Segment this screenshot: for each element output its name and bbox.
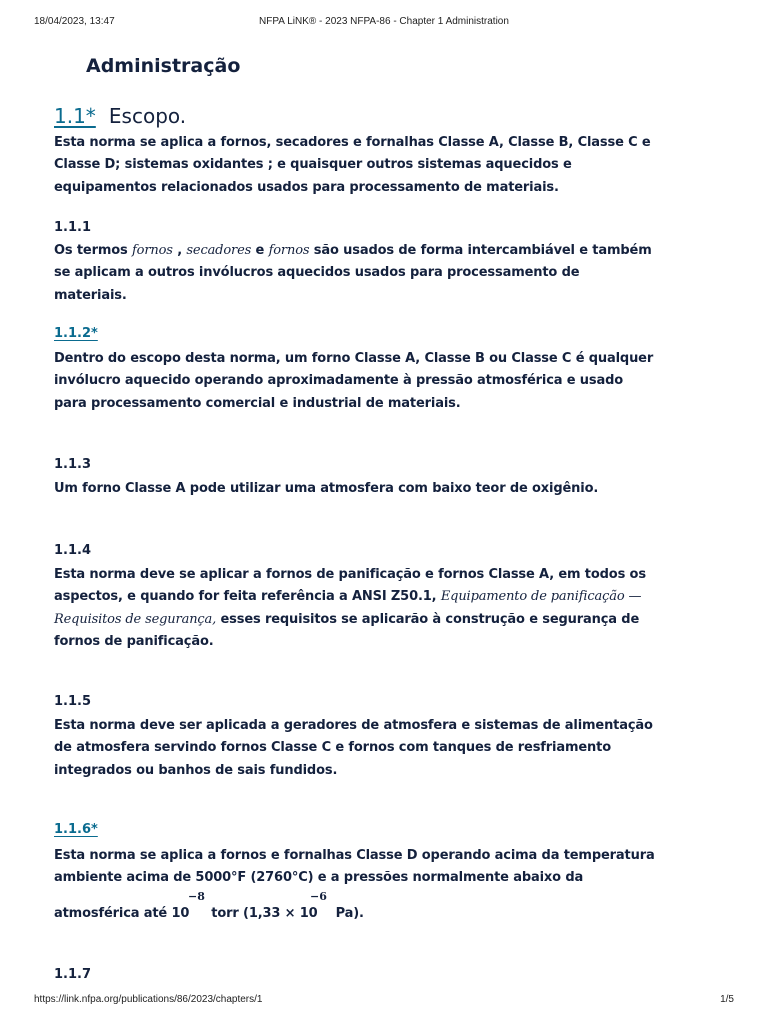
exponent-1: −8 (188, 890, 205, 903)
paragraph-1-1-6-line-1: Esta norma se aplica a fornos e fornalhas Classe D operando acima da temperatura (54, 848, 655, 863)
paragraph-1-1: Esta norma se aplica a fornos, secadores e fornalhas Classe A, Classe B, Classe C e Classe D; sistemas oxidantes ; e quaisquer outros sistemas aquecidos e equipamentos relacionados usados para processamento de materiais. (54, 135, 651, 195)
section-number-link[interactable]: 1.1* (54, 104, 96, 128)
paragraph-1-1-2: Dentro do escopo desta norma, um forno Classe A, Classe B ou Classe C é qualquer invólucro aquecido operando aproximadamente à pressão atmosférica e usado para processamento comercial e industrial de materiais. (54, 351, 654, 411)
paragraph-1-1-3: Um forno Classe A pode utilizar uma atmosfera com baixo teor de oxigênio. (54, 481, 599, 496)
print-page-number: 1/5 (720, 994, 734, 1005)
print-header (0, 16, 768, 32)
clause-number-1-1-2-link[interactable]: 1.1.2* (54, 326, 98, 341)
exponent-2: −6 (310, 890, 327, 903)
clause-number-1-1-5: 1.1.5 (54, 694, 92, 709)
paragraph-1-1-5: Esta norma deve ser aplicada a geradores de atmosfera e sistemas de alimentação de atmosfera servindo fornos Classe C e fornos com tanques de resfriamento integrados ou banhos de sais fundidos. (54, 718, 653, 778)
clause-number-1-1-1: 1.1.1 (54, 220, 92, 235)
page-title: Administração (86, 55, 241, 77)
paragraph-1-1-4: Esta norma deve se aplicar a fornos de panificação e fornos Classe A, em todos os aspectos, e quando for feita referência a ANSI Z50.1, Equipamento de panificação — Requisitos de segurança, esses requisitos se aplicarão à construção e segurança de fornos de panificação. (54, 567, 646, 649)
clause-number-1-1-6-link[interactable]: 1.1.6* (54, 822, 98, 837)
clause-number-1-1-4: 1.1.4 (54, 543, 92, 558)
paragraph-1-1-1: Os termos fornos , secadores e fornos são usados de forma intercambiável e também se aplicam a outros invólucros aquecidos usados para processamento de materiais. (54, 243, 652, 303)
section-title: Escopo. (108, 104, 187, 128)
section-heading (54, 104, 186, 128)
paragraph-1-1-6-line-2: ambiente acima de 5000°F (2760°C) e a pressões normalmente abaixo da (54, 870, 584, 885)
print-title: NFPA LiNK® - 2023 NFPA-86 - Chapter 1 Administration (259, 16, 509, 27)
paragraph-1-1-6-line-3: atmosférica até 10 torr (1,33 × 10 Pa). (54, 906, 364, 921)
print-footer (0, 994, 768, 1010)
clause-number-1-1-7: 1.1.7 (54, 967, 92, 982)
print-url: https://link.nfpa.org/publications/86/2023/chapters/1 (34, 994, 263, 1005)
clause-number-1-1-3: 1.1.3 (54, 457, 92, 472)
print-datetime: 18/04/2023, 13:47 (34, 16, 115, 27)
